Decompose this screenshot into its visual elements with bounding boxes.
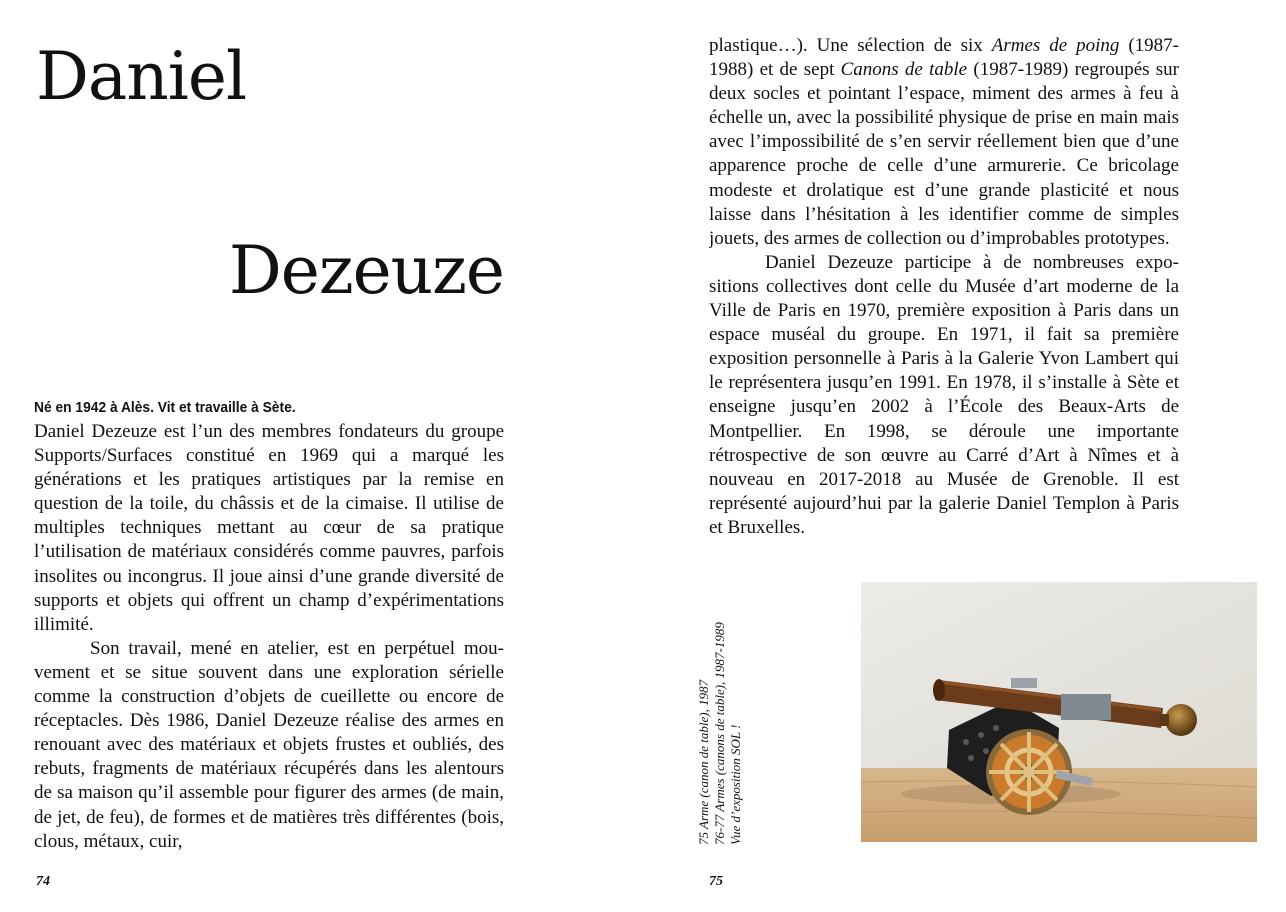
right-body-text	[709, 34, 1179, 570]
right-page	[643, 0, 1286, 912]
caption-line-3: Vue d’exposition SOL !	[728, 724, 743, 845]
photo-caption	[696, 615, 744, 845]
caption-line-1: 75 Arme (canon de table), 1987	[696, 679, 711, 845]
artist-birth-subtitle: Né en 1942 à Alès. Vit et travaille à Sète.	[34, 399, 296, 416]
artwork-photo	[861, 582, 1257, 842]
paragraph-continuation	[709, 34, 1179, 251]
title-last-name: Dezeuze	[228, 232, 504, 309]
page-number-left: 74	[36, 874, 50, 889]
left-body-text	[34, 420, 504, 860]
work-title-armes-de-poing: Armes de poing	[991, 35, 1120, 56]
continuation-text-2: (1987-1988) et de sept	[709, 35, 1179, 81]
continuation-text-3: (1987-1989) regroupés sur deux socles et pointant l’espace, miment des armes à feu à échelle un, avec la possibilité physique de prise en main mais avec l’impossibilité de s’en servir réellement bien que d’une apparence proche de celle d’une armurerie. Ce bricolage modeste et drolatique est d’une grande plasticité et nous laisse dans l’hésitation à les identifier comme de simples jouets, des armes de collection ou d’improbables prototypes.	[709, 59, 1179, 249]
title-first-name: Daniel	[36, 38, 247, 115]
caption-line-2: 76-77 Armes (canons de table), 1987-1989	[712, 622, 727, 845]
work-title-canons-de-table: Canons de table	[840, 59, 968, 81]
page-number-right: 75	[709, 874, 723, 889]
continuation-text-1: plastique…). Une sélection de six	[709, 35, 992, 56]
paragraph-work: Son travail, mené en atelier, est en perpétuel mouvement et se situe souvent dans une exploration sérielle comme la construction d’objets de cueillette ou encore de réceptacles. Dès 1986, Daniel Dezeuze réalise des armes en renouant avec des matériaux et objets frustes et oubliés, des rebuts, fragments de matériaux récupérés dans les alentours de sa maison qu’il assemble pour figurer des armes (de main, de jet, de feu), de formes et de matières très différentes (bois, clous, métaux, cuir,	[34, 637, 504, 852]
paragraph-intro: Daniel Dezeuze est l’un des membres fondateurs du groupe Supports/Surfaces constitué en 1969 qui a marqué les générations et les pratiques artistiques par la remise en question de la toile, du châssis et de la cimaise. Il utilise de multiples techniques mettant au cœur de sa pratique l’utilisation de matériaux considérés comme pauvres, parfois insolites ou incongrus. Il joue ainsi d’une grande diversité de supports et objets qui offrent un champ d’expérimentations illimité.	[34, 421, 504, 635]
paragraph-exhibitions: Daniel Dezeuze participe à de nombreuses expositions collectives dont celle du Musée d’art moderne de la Ville de Paris en 1970, première exposition à Paris dans un espace muséal du groupe. En 1971, il fait sa première exposition personnelle à Paris à la Galerie Yvon Lambert qui le représentera jusqu’en 1991. En 1978, il s’installe à Sète et enseigne jusqu’en 2002 à l’École des Beaux-Arts de Montpellier. En 1998, se déroule une importante rétrospective de son œuvre au Carré d’Art à Nîmes et à nouveau en 2017-2018 au Musée de Grenoble. Il est représenté aujourd’hui par la galerie Daniel Templon à Paris et Bruxelles.	[709, 251, 1179, 538]
